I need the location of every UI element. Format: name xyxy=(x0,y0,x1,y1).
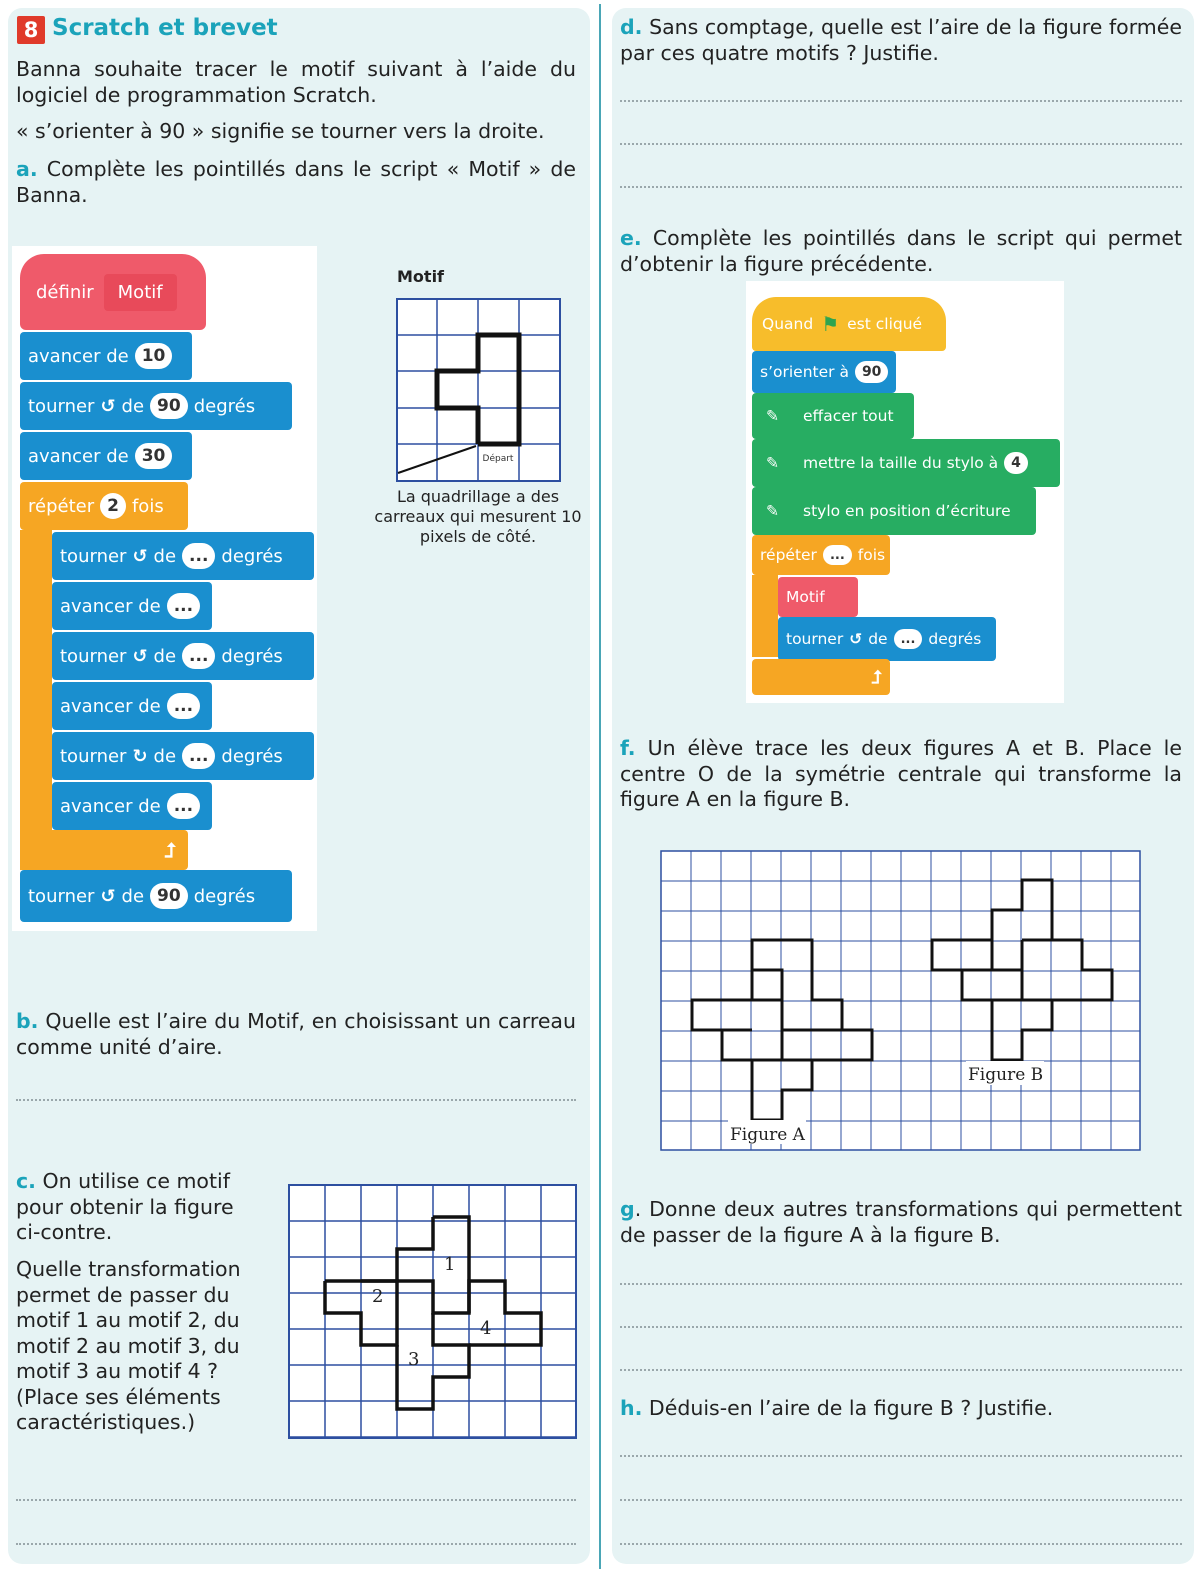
define-name: Motif xyxy=(104,274,177,311)
repeat-arm xyxy=(20,530,52,870)
question-g-text: . Donne deux autres transformations qui permettent de passer de la figure A à la figure B. xyxy=(620,1197,1182,1247)
question-e xyxy=(620,226,1182,277)
orient-block xyxy=(752,351,896,393)
exercise-number-badge: 8 xyxy=(17,16,45,44)
question-g-letter: g xyxy=(620,1197,635,1221)
motif-label-4: 4 xyxy=(480,1318,492,1339)
turn-label: tourner xyxy=(28,395,95,417)
question-c-text2: Quelle transformation permet de passer du motif 1 au motif 2, du motif 2 au motif 3, du motif 3 au motif 4 ? (Place ses éléments caractéristiques.) xyxy=(16,1257,241,1434)
question-h-text: Déduis-en l’aire de la figure B ? Justifie. xyxy=(648,1396,1054,1420)
advance-block xyxy=(52,782,212,830)
advance-label: avancer de xyxy=(60,795,161,817)
de-label: de xyxy=(868,630,888,648)
answer-line[interactable] xyxy=(620,1455,1182,1457)
turn-block xyxy=(52,532,314,580)
define-block xyxy=(20,254,206,330)
question-f xyxy=(620,736,1182,813)
question-e-letter: e. xyxy=(620,226,642,250)
blank-oval: ... xyxy=(894,629,923,649)
question-f-letter: f. xyxy=(620,736,636,760)
de-label: de xyxy=(153,545,177,567)
turn-ccw-icon: ↺ xyxy=(132,545,148,567)
repeat-label: répéter xyxy=(760,546,817,564)
turn-block xyxy=(20,870,292,922)
pen-size-label: mettre la taille du stylo à xyxy=(803,454,999,472)
scratch-main-script xyxy=(746,281,1064,703)
answer-line[interactable] xyxy=(620,186,1182,188)
orient-value: 90 xyxy=(855,361,888,383)
clicked-label: est cliqué xyxy=(847,315,923,333)
blank-oval: ... xyxy=(167,593,200,619)
question-h xyxy=(620,1396,1182,1422)
motif-label-3: 3 xyxy=(408,1349,420,1370)
repeat-label: répéter xyxy=(28,495,95,517)
loop-arrow-icon: ⮥ xyxy=(164,838,176,862)
motif-label-1: 1 xyxy=(444,1254,456,1275)
advance-block xyxy=(20,332,192,380)
pen-icon: ✎ xyxy=(766,407,779,425)
question-d-text: Sans comptage, quelle est l’aire de la figure formée par ces quatre motifs ? Justifie. xyxy=(620,15,1182,65)
motif-figure xyxy=(396,298,561,482)
question-d xyxy=(620,15,1182,66)
answer-line[interactable] xyxy=(16,1499,576,1501)
orient-label: s’orienter à xyxy=(760,363,849,381)
pen-size-block xyxy=(752,439,1060,487)
turn-cw-icon: ↻ xyxy=(132,745,148,767)
question-b-letter: b. xyxy=(16,1009,39,1033)
motif-label-2: 2 xyxy=(372,1286,384,1307)
when-flag-clicked-block xyxy=(752,297,946,351)
times-label: fois xyxy=(857,546,886,564)
turn-label: tourner xyxy=(786,630,844,648)
de-label: de xyxy=(153,745,177,767)
turn-label: tourner xyxy=(60,745,127,767)
repeat-arm xyxy=(752,575,778,657)
turn-block xyxy=(20,382,292,430)
green-flag-icon: ⚑ xyxy=(821,312,840,336)
question-a-letter: a. xyxy=(16,157,38,181)
blank-oval: ... xyxy=(182,643,215,669)
motif-caption: La quadrillage a des carreaux qui mesurent 10 pixels de côté. xyxy=(374,487,582,546)
motif-call-block: Motif xyxy=(778,577,858,617)
value-2: 2 xyxy=(100,493,126,519)
advance-label: avancer de xyxy=(60,595,161,617)
blank-oval: ... xyxy=(182,543,215,569)
question-b xyxy=(16,1009,576,1060)
turn-ccw-icon: ↺ xyxy=(849,630,863,648)
de-label: de xyxy=(121,885,145,907)
answer-line[interactable] xyxy=(620,1543,1182,1545)
pen-icon: ✎ xyxy=(766,454,779,472)
blank-oval: ... xyxy=(167,693,200,719)
turn-label: tourner xyxy=(28,885,95,907)
figures-a-b-grid xyxy=(660,850,1141,1151)
question-a xyxy=(16,157,576,208)
loop-arrow-icon: ⮥ xyxy=(871,666,882,688)
answer-line[interactable] xyxy=(620,1283,1182,1285)
answer-line[interactable] xyxy=(620,1499,1182,1501)
question-c-text1: On utilise ce motif pour obtenir la figure ci-contre. xyxy=(16,1169,234,1244)
value-90: 90 xyxy=(150,393,188,419)
turn-block xyxy=(52,732,314,780)
figure-c-grid xyxy=(288,1184,577,1439)
advance-label: avancer de xyxy=(28,445,129,467)
question-e-text: Complète les pointillés dans le script qui permet d’obtenir la figure précédente. xyxy=(620,226,1182,276)
answer-line[interactable] xyxy=(620,143,1182,145)
de-label: de xyxy=(153,645,177,667)
question-a-text: Complète les pointillés dans le script « Motif » de Banna. xyxy=(16,157,576,207)
define-label: définir xyxy=(36,281,94,303)
degrees-label: degrés xyxy=(928,630,982,648)
answer-line[interactable] xyxy=(16,1099,576,1101)
value-30: 30 xyxy=(135,443,173,469)
column-divider xyxy=(599,4,601,1569)
motif-figure-title: Motif xyxy=(397,267,445,286)
turn-ccw-icon: ↺ xyxy=(100,395,116,417)
start-label: Départ xyxy=(482,454,514,464)
answer-line[interactable] xyxy=(16,1543,576,1545)
blank-oval: ... xyxy=(167,793,200,819)
intro-text-1: Banna souhaite tracer le motif suivant à l’aide du logiciel de programmation Scratch. xyxy=(16,57,576,107)
value-10: 10 xyxy=(135,343,173,369)
degrees-label: degrés xyxy=(193,885,256,907)
repeat-block xyxy=(752,535,890,575)
question-c-part1 xyxy=(16,1169,256,1246)
degrees-label: degrés xyxy=(221,745,283,767)
blank-oval: ... xyxy=(823,545,852,565)
figure-a-label: Figure A xyxy=(730,1125,805,1145)
pen-down-label: stylo en position d’écriture xyxy=(803,502,1011,520)
blank-oval: ... xyxy=(182,743,215,769)
turn-label: tourner xyxy=(60,545,127,567)
figure-b-label: Figure B xyxy=(968,1065,1044,1085)
question-b-text: Quelle est l’aire du Motif, en choisissant un carreau comme unité d’aire. xyxy=(16,1009,576,1059)
question-c-letter: c. xyxy=(16,1169,36,1193)
advance-label: avancer de xyxy=(28,345,129,367)
repeat-block xyxy=(20,482,188,530)
pen-icon: ✎ xyxy=(766,502,779,520)
answer-line[interactable] xyxy=(620,100,1182,102)
question-h-letter: h. xyxy=(620,1396,643,1420)
advance-block xyxy=(20,432,192,480)
pen-size-value: 4 xyxy=(1004,452,1028,474)
advance-block xyxy=(52,682,212,730)
turn-ccw-icon: ↺ xyxy=(100,885,116,907)
answer-line[interactable] xyxy=(620,1369,1182,1371)
pen-down-block xyxy=(752,487,1036,535)
turn-block xyxy=(52,632,314,680)
question-d-letter: d. xyxy=(620,15,643,39)
turn-label: tourner xyxy=(60,645,127,667)
degrees-label: degrés xyxy=(193,395,256,417)
scratch-motif-script xyxy=(12,246,317,931)
turn-block xyxy=(778,617,996,661)
de-label: de xyxy=(121,395,145,417)
repeat-end xyxy=(20,830,188,870)
repeat-end xyxy=(752,659,890,695)
degrees-label: degrés xyxy=(221,645,283,667)
when-label: Quand xyxy=(762,315,814,333)
degrees-label: degrés xyxy=(221,545,283,567)
exercise-title: Scratch et brevet xyxy=(52,15,278,41)
intro-text-2: « s’orienter à 90 » signifie se tourner vers la droite. xyxy=(16,119,545,143)
times-label: fois xyxy=(131,495,164,517)
value-90: 90 xyxy=(150,883,188,909)
clear-label: effacer tout xyxy=(803,407,894,425)
turn-ccw-icon: ↺ xyxy=(132,645,148,667)
answer-line[interactable] xyxy=(620,1326,1182,1328)
question-g xyxy=(620,1197,1182,1248)
clear-block xyxy=(752,393,914,439)
question-f-text: Un élève trace les deux figures A et B. Place le centre O de la symétrie centrale qui transforme la figure A en la figure B. xyxy=(620,736,1182,811)
advance-block xyxy=(52,582,212,630)
advance-label: avancer de xyxy=(60,695,161,717)
